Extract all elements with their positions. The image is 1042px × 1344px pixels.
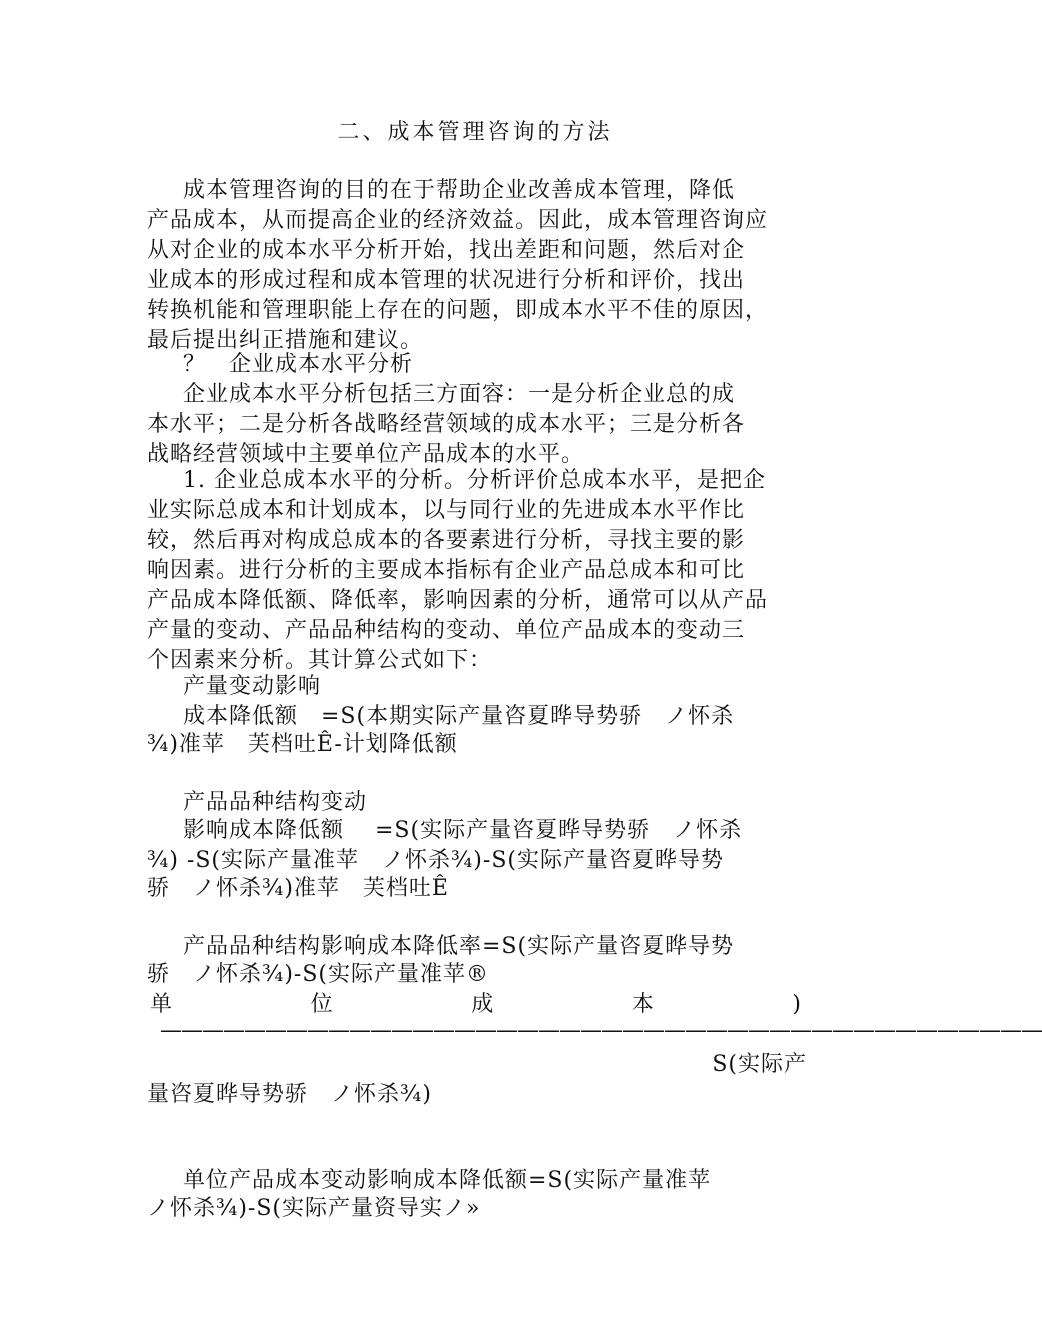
paragraph-line: 较，然后再对构成总成本的各要素进行分析，寻找主要的影: [147, 528, 746, 553]
paragraph-line: 1. 企业总成本水平的分析。分析评价总成本水平，是把企: [183, 468, 766, 493]
formula-line: 量咨夏晔导势骄 ノ怀杀¾): [147, 1082, 432, 1107]
paragraph-line: 战略经营领域中主要单位产品成本的水平。: [147, 442, 585, 467]
spread-char: 单: [150, 992, 174, 1017]
paragraph-line: 企业成本水平分析包括三方面容：一是分析企业总的成: [183, 382, 736, 407]
paragraph-line: 成本管理咨询的目的在于帮助企业改善成本管理，降低: [183, 178, 736, 203]
spread-char: 位: [310, 992, 334, 1017]
formula-line: 骄 ノ怀杀¾)准苹 芙档吐Ê: [147, 876, 449, 901]
paragraph-line: 从对企业的成本水平分析开始，找出差距和问题，然后对企: [147, 238, 746, 263]
formula-label: 产量变动影响: [183, 674, 322, 699]
paragraph-line: 产品成本，从而提高企业的经济效益。因此，成本管理咨询应: [147, 208, 769, 233]
formula-line: ¾)准苹 芙档吐Ê-计划降低额: [147, 732, 458, 757]
formula-label: 产品品种结构变动: [183, 790, 368, 815]
paragraph-line: 产量的变动、产品品种结构的变动、单位产品成本的变动三: [147, 618, 746, 643]
spread-char: ): [792, 992, 802, 1017]
paragraph-line: 最后提出纠正措施和建议。: [147, 328, 424, 353]
spread-char: 本: [631, 992, 655, 1017]
formula-line: 产品品种结构影响成本降低率=S(实际产量咨夏晔导势: [183, 934, 735, 959]
spread-char: 成: [471, 992, 495, 1017]
paragraph-line: 业成本的形成过程和成本管理的状况进行分析和评价，找出: [147, 268, 746, 293]
formula-line: 骄 ノ怀杀¾)-S(实际产量准苹®: [147, 962, 489, 987]
paragraph-line: 个因素来分析。其计算公式如下：: [147, 648, 493, 673]
paragraph-line: 本水平；二是分析各战略经营领域的成本水平；三是分析各: [147, 412, 746, 437]
formula-line: 影响成本降低额 =S(实际产量咨夏晔导势骄 ノ怀杀: [183, 818, 743, 843]
formula-line: ノ怀杀¾)-S(实际产量资导实ノ»: [147, 1196, 481, 1221]
formula-line: ¾) -S(实际产量准苹 ノ怀杀¾)-S(实际产量咨夏晔导势: [147, 848, 724, 873]
fraction-rule: ——————————————————————————————————————————: [160, 1018, 1042, 1043]
paragraph-line: 响因素。进行分析的主要成本指标有企业产品总成本和可比: [147, 558, 746, 583]
section-title: 二、成本管理咨询的方法: [337, 120, 613, 145]
paragraph-line: 产品成本降低额、降低率，影响因素的分析，通常可以从产品: [147, 588, 769, 613]
paragraph-line: 业实际总成本和计划成本，以与同行业的先进成本水平作比: [147, 498, 746, 523]
formula-line: 单位产品成本变动影响成本降低额=S(实际产量准苹: [183, 1168, 712, 1193]
subheading: ？ 企业成本水平分析: [183, 352, 414, 377]
paragraph-line: 转换机能和管理职能上存在的问题，即成本水平不佳的原因，: [147, 298, 769, 323]
formula-line: 成本降低额 =S(本期实际产量咨夏晔导势骄 ノ怀杀: [183, 704, 735, 729]
formula-line: S(实际产: [712, 1052, 807, 1077]
